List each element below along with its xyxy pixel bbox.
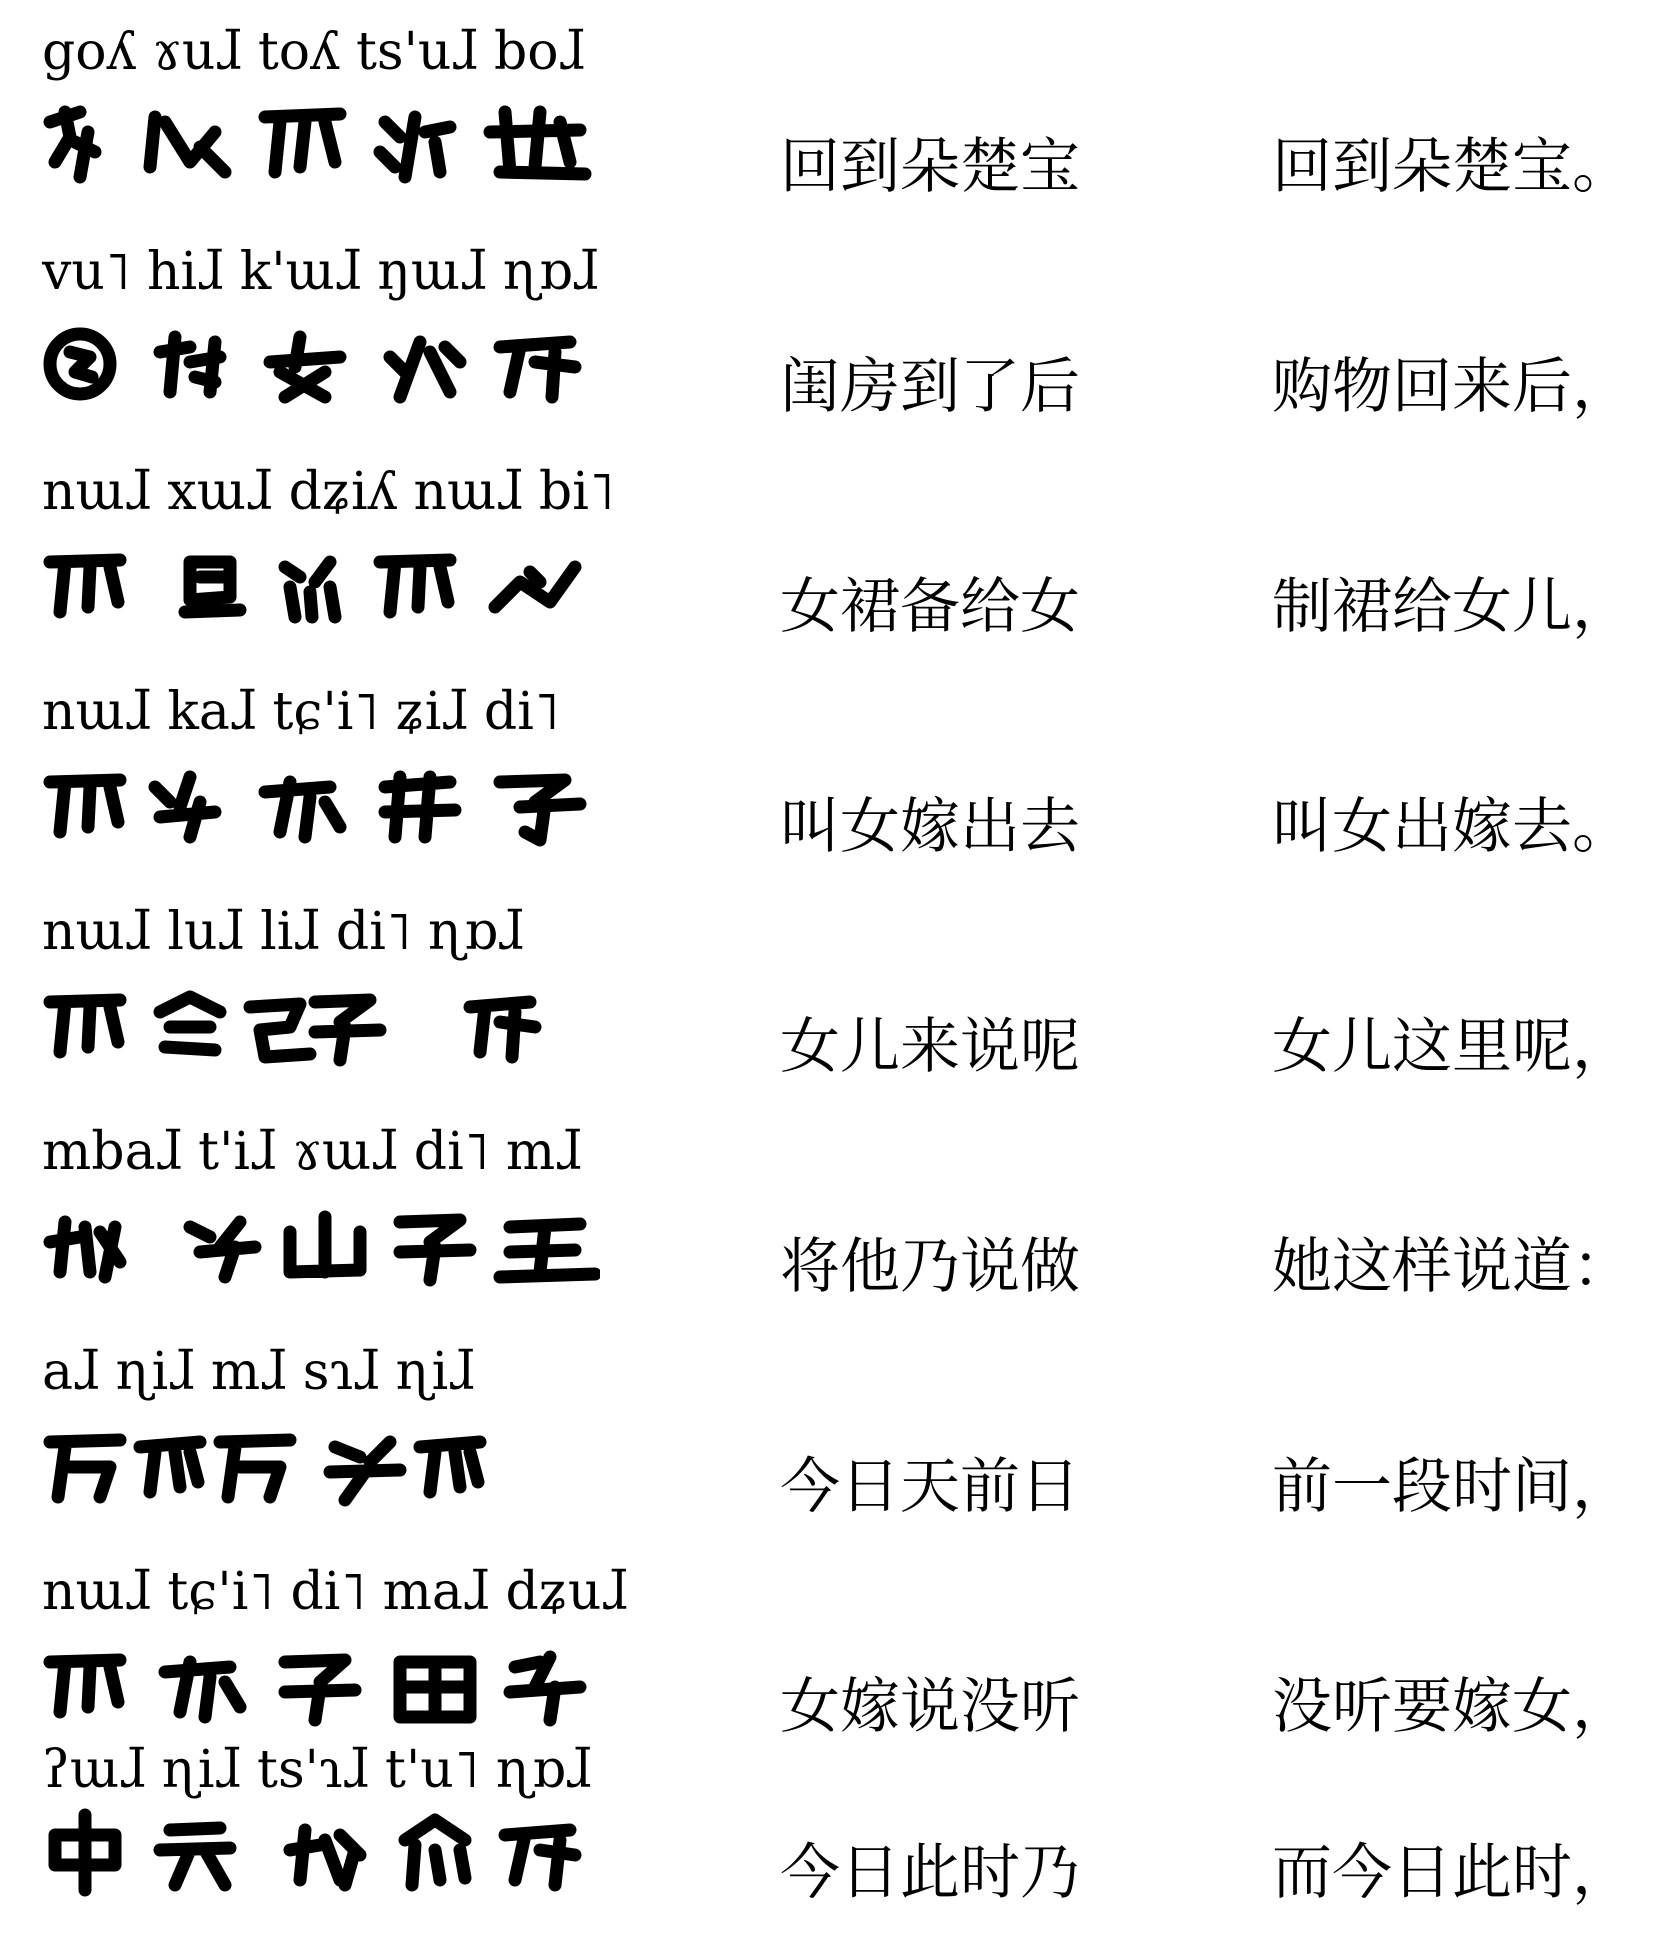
nushu-script-line [40, 532, 600, 632]
free-translation: 回到朵楚宝。 [1272, 134, 1632, 200]
nushu-glyph [160, 1828, 230, 1885]
nushu-glyph [50, 1660, 120, 1712]
nushu-glyph [405, 1820, 465, 1885]
ipa-transcription: nɯɺ tɕ'i˥ di˥ maɺ dʑuɺ [42, 1562, 628, 1622]
verse-row [0, 462, 1674, 680]
ipa-transcription: mbaɺ t'iɺ ɤɯɺ di˥ mɺ [42, 1122, 582, 1182]
literal-translation: 闺房到了后 [780, 354, 1080, 420]
nushu-glyph [265, 782, 340, 837]
ipa-transcription: goʎ ɤuɺ toʎ ts'uɺ boɺ [42, 22, 585, 82]
nushu-glyph [285, 562, 335, 617]
nushu-glyph [500, 780, 580, 840]
ipa-transcription: ʔɯɺ ɳiɺ ts'ɿɺ t'u˥ ɳɒɺ [42, 1740, 592, 1800]
nushu-glyph [470, 1002, 535, 1057]
nushu-glyph [50, 334, 110, 394]
nushu-glyph [500, 1224, 595, 1277]
nushu-glyph [50, 780, 120, 832]
verse-row [0, 902, 1674, 1120]
nushu-glyph [390, 342, 460, 397]
free-translation: 而今日此时， [1272, 1840, 1632, 1906]
literal-translation: 女裙备给女 [780, 574, 1080, 640]
free-translation: 她这样说道： [1272, 1234, 1632, 1300]
literal-translation: 回到朵楚宝 [780, 134, 1080, 200]
free-translation: 叫女出嫁去。 [1272, 794, 1632, 860]
nushu-glyph [50, 560, 120, 612]
verse-row [0, 1122, 1674, 1340]
nushu-glyph [265, 114, 340, 172]
nushu-script-line [40, 92, 600, 192]
nushu-glyph [400, 1220, 470, 1280]
nushu-glyph [160, 337, 220, 392]
nushu-script-line [40, 1800, 600, 1900]
literal-translation: 今日此时乃 [780, 1840, 1080, 1906]
nushu-glyph [220, 1440, 290, 1497]
nushu-script-line [40, 972, 600, 1072]
nushu-glyph [385, 777, 455, 837]
nushu-glyph [290, 1217, 360, 1272]
nushu-glyph [290, 1830, 360, 1885]
nushu-glyph [495, 567, 575, 607]
verse-row [0, 1342, 1674, 1560]
verse-row [0, 22, 1674, 240]
free-translation: 购物回来后， [1272, 354, 1632, 420]
nushu-glyph [285, 1660, 355, 1720]
literal-translation: 女嫁说没听 [780, 1674, 1080, 1740]
nushu-script-line [40, 312, 600, 412]
ipa-transcription: nɯɺ luɺ liɺ di˥ ɳɒɺ [42, 902, 524, 962]
ipa-transcription: nɯɺ kaɺ tɕ'i˥ ʑiɺ di˥ [42, 682, 560, 742]
nushu-glyph [490, 112, 585, 174]
free-translation: 制裙给女儿， [1272, 574, 1632, 640]
nushu-script-line [40, 1192, 600, 1292]
nushu-script-line [40, 1632, 600, 1732]
nushu-glyph [420, 1442, 480, 1492]
nushu-glyph [380, 560, 450, 612]
nushu-glyph [505, 1830, 575, 1885]
nushu-glyph [150, 117, 225, 172]
literal-translation: 今日天前日 [780, 1454, 1080, 1520]
ipa-transcription: vu˥ hiɺ k'ɯɺ ŋɯɺ ɳɒɺ [42, 242, 599, 302]
nushu-glyph [400, 1662, 470, 1717]
nushu-glyph [55, 1815, 115, 1890]
nushu-glyph [155, 777, 215, 837]
nushu-glyph [165, 1662, 240, 1717]
nushu-glyph [510, 1657, 580, 1720]
nushu-glyph [185, 562, 240, 612]
nushu-glyph [315, 1000, 380, 1060]
nushu-glyph [50, 1222, 120, 1277]
nushu-script-line [40, 1412, 600, 1512]
nushu-glyph [380, 117, 450, 177]
nushu-glyph [140, 1442, 200, 1492]
nushu-glyph [50, 1000, 120, 1052]
nushu-glyph [50, 1440, 120, 1497]
literal-translation: 叫女嫁出去 [780, 794, 1080, 860]
nushu-glyph [270, 337, 340, 397]
nushu-script-line [40, 752, 600, 852]
free-translation: 前一段时间， [1272, 1454, 1632, 1520]
nushu-glyph [190, 1222, 255, 1277]
nushu-glyph [50, 112, 95, 177]
literal-translation: 女儿来说呢 [780, 1014, 1080, 1080]
nushu-glyph [250, 1004, 310, 1057]
free-translation: 女儿这里呢， [1272, 1014, 1632, 1080]
verse-row [0, 682, 1674, 900]
ipa-transcription: aɺ ɳiɺ mɺ sɿɺ ɳiɺ [42, 1342, 475, 1402]
nushu-glyph [500, 342, 575, 397]
verse-row [0, 1740, 1674, 1958]
literal-translation: 将他乃说做 [780, 1234, 1080, 1300]
verse-row [0, 242, 1674, 460]
nushu-glyph [160, 997, 220, 1050]
free-translation: 没听要嫁女， [1272, 1674, 1632, 1740]
ipa-transcription: nɯɺ xɯɺ dʑiʎ nɯɺ bi˥ [42, 462, 615, 522]
nushu-glyph [330, 1442, 400, 1500]
